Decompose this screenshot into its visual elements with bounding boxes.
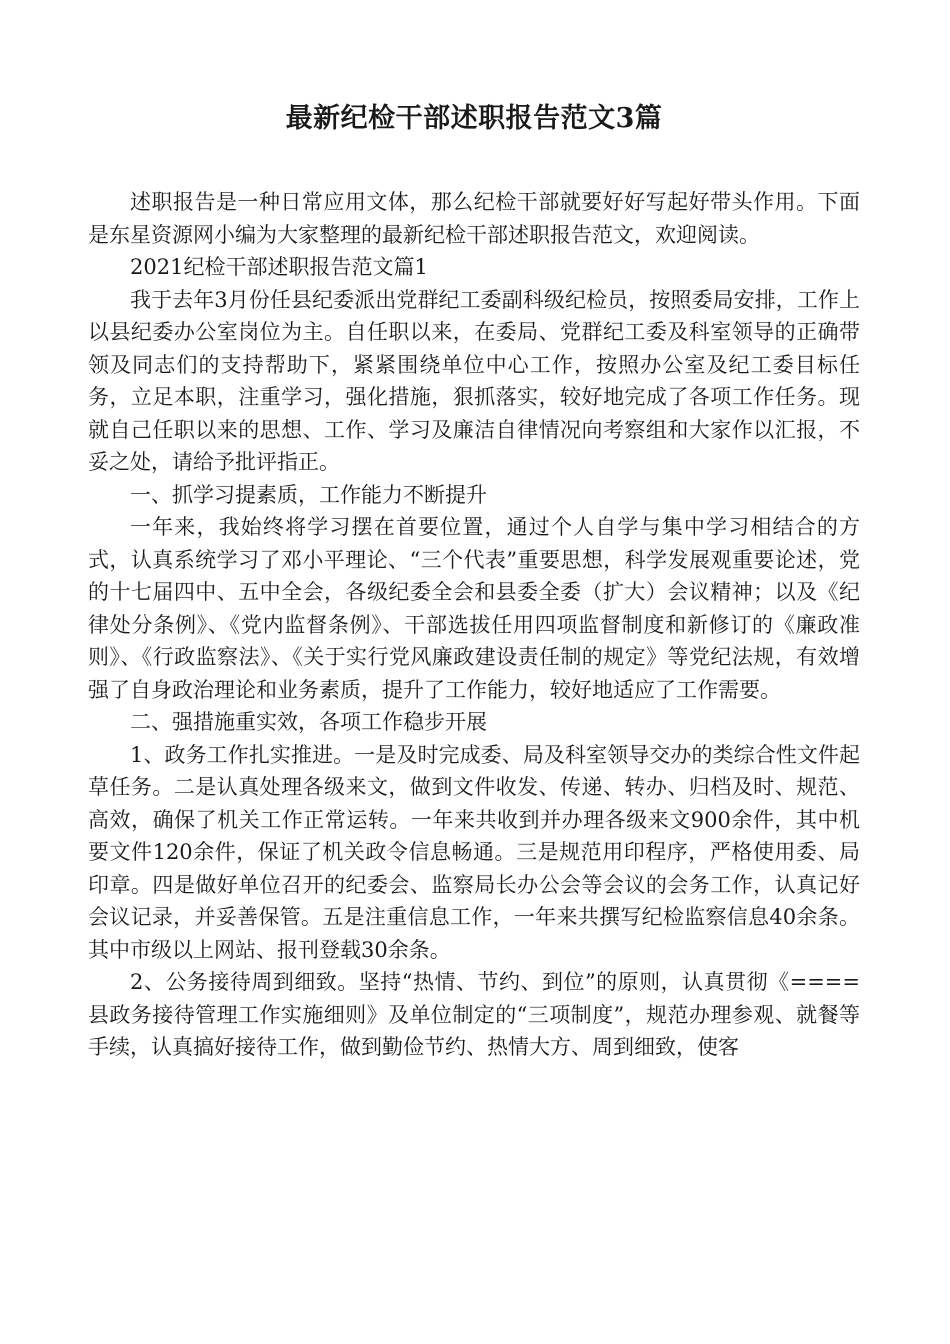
body-paragraph: 2、公务接待周到细致。坚持“热情、节约、到位”的原则，认真贯彻《====县政务接待管理工作实施细则》及单位制定的“三项制度”，规范办理参观、就餐等手续，认真搞好接待工作，做到勤俭节约、热情大方、周到细致，使客 — [88, 970, 860, 1059]
body-paragraph: 我于去年3月份任县纪委派出党群纪工委副科级纪检员，按照委局安排，工作上以县纪委办公室岗位为主。自任职以来，在委局、党群纪工委及科室领导的正确带领及同志们的支持帮助下，紧紧围绕单位中心工作，按照办公室及纪工委目标任务，立足本职，注重学习，强化措施，狠抓落实，较好地完成了各项工作任务。现就自己任职以来的思想、工作、学习及廉洁自律情况向考察组和大家作以汇报，不妥之处，请给予批评指正。 — [88, 287, 860, 474]
section-heading-study: 一、抓学习提素质，工作能力不断提升 — [130, 482, 487, 507]
section-heading-report-1: 2021纪检干部述职报告范文篇1 — [130, 255, 428, 279]
body-paragraph: 1、政务工作扎实推进。一是及时完成委、局及科室领导交办的类综合性文件起草任务。二是认真处理各级来文，做到文件收发、传递、转办、归档及时、规范、高效，确保了机关工作正常运转。一年来共收到并办理各级来文900余件，其中机要文件120余件，保证了机关政令信息畅通。三是规范用印程序，严格使用委、局印章。四是做好单位召开的纪委会、监察局长办公会等会议的会务工作，认真记好会议记录，并妥善保管。五是注重信息工作，一年来共撰写纪检监察信息40余条。其中市级以上网站、报刊登载30余条。 — [88, 742, 860, 962]
document-title: 最新纪检干部述职报告范文3篇 — [285, 103, 663, 134]
body-paragraph: 一年来，我始终将学习摆在首要位置，通过个人自学与集中学习相结合的方式，认真系统学习了邓小平理论、“三个代表”重要思想，科学发展观重要论述，党的十七届四中、五中全会，各级纪委全会和县委全委（扩大）会议精神；以及《纪律处分条例》、《党内监督条例》、干部选拔任用四项监督制度和新修订的《廉政准则》、《行政监察法》、《关于实行党风廉政建设责任制的规定》等党纪法规，有效增强了自身政治理论和业务素质，提升了工作能力，较好地适应了工作需要。 — [88, 515, 860, 702]
section-heading-measures: 二、强措施重实效，各项工作稳步开展 — [130, 710, 487, 734]
intro-paragraph: 述职报告是一种日常应用文体，那么纪检干部就要好好写起好带头作用。下面是东星资源网小编为大家整理的最新纪检干部述职报告范文，欢迎阅读。 — [88, 190, 860, 247]
document-page — [88, 96, 860, 1064]
